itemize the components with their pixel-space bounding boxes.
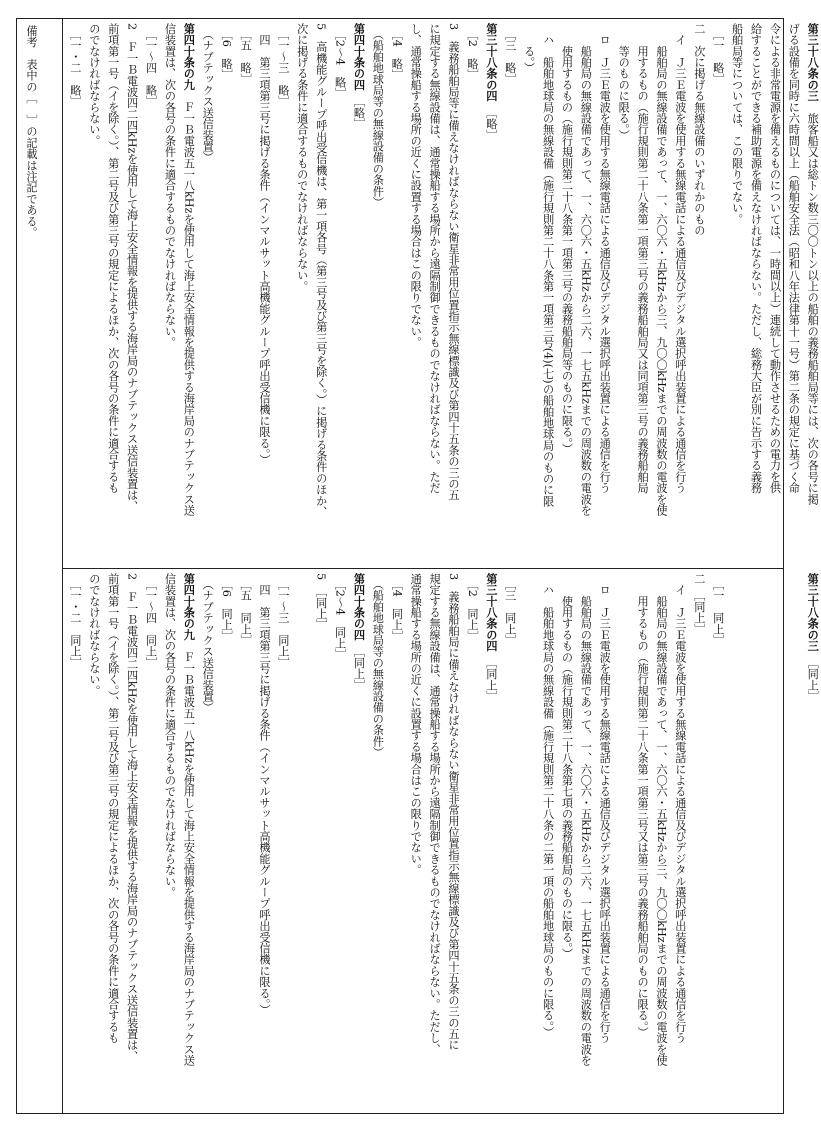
- text-line: に規定する無線設備は、通常操船する場所から遠隔制御できるものでなければならない。ただ: [428, 23, 442, 494]
- text-line: 第四十条の九 Ｆ一Ｂ電波五一八kHzを使用して海上安全情報を提供する海岸局のナブテックス送: [182, 23, 196, 516]
- text-line: 3 義務船舶局に備えなければならない衛星非常用位置指示無線標識及び第四十五条の三の五に: [447, 573, 461, 1051]
- article-number: 第四十条の九: [182, 573, 196, 641]
- current-text-panel: [63, 569, 820, 1113]
- text-line: イ Ｊ三Ｅ電波を使用する無線電話による通信及びデジタル選択呼出装置による通信を行う: [673, 23, 687, 494]
- text-line: [292, 573, 311, 1109]
- text-line: 使用するもの（施行規則第二十八条第七項の義務船舶局のものに限る。）: [560, 573, 574, 960]
- text-line: のでなければならない。: [87, 573, 101, 697]
- remark-column: [17, 19, 63, 1113]
- text-line: 5 ［同上］: [314, 573, 328, 631]
- text-line: 前項第一号（イを除く。）、第二号及び第三号の規定によるほか、次の各号の条件に適合するも: [106, 573, 120, 1044]
- text-line: ［一・二 略］: [68, 23, 82, 107]
- text-line: 船舶局の無線設備であって、一、六〇六・五kHzから二六、一七五kHzまでの周波数の電波を: [579, 573, 593, 1066]
- text-line: イ Ｊ三Ｅ電波を使用する無線電話による通信及びデジタル選択呼出装置による通信を行う: [673, 573, 687, 1044]
- text-line: ［五 同上］: [239, 573, 253, 646]
- text-line: 次に掲げる条件に適合するものでなければならない。: [295, 23, 309, 292]
- text-line: 第四十条の九 Ｆ一Ｂ電波五一八kHzを使用して海上安全情報を提供する海岸局のナブテックス送: [182, 573, 196, 1066]
- text-line: ［6 略］: [220, 23, 234, 81]
- text-line: 船舶局の無線設備であって、一、六〇六・五kHzから三、九〇〇kHzまでの周波数の電波を使: [655, 23, 668, 516]
- text-line: ［2～4 同上］: [333, 573, 347, 661]
- text-line: ［三 同上］: [503, 573, 517, 646]
- text-line: ［一～四 略］: [144, 23, 158, 107]
- text-line: げる設備を同時に六時間以上（船舶安全法（昭和八年法律第十一号）第二条の規定に基づく命: [787, 23, 801, 494]
- article-number: 第三十八条の四: [484, 23, 498, 102]
- text-line: ［4 同上］: [390, 573, 404, 642]
- text-line: ハ 船舶地球局の無線設備（施行規則第二十八条の二第一項の船舶地球局のものに限る。）: [541, 573, 555, 1038]
- text-line: 5 高機能グループ呼出受信機は、第一項各号（第三号及び第三号を除く。）に掲げる条件のほか、: [314, 23, 328, 518]
- revised-text-panel: [63, 19, 820, 569]
- remark-text: 備考 表中の［ ］の記載は注記である。: [25, 25, 38, 238]
- article-number: 第四十条の九: [182, 23, 196, 91]
- text-line: 使用するもの（施行規則第二十八条第一項第三号の義務船舶局等のものに限る。）: [560, 23, 574, 455]
- text-line: ［一～三 同上］: [276, 573, 290, 669]
- article-number: 第四十条の四: [352, 573, 366, 641]
- text-line: （ナブテックス送信装置）: [201, 573, 215, 713]
- text-line: し、通常操船する場所の近くに設置する場合はこの限りでない。: [409, 23, 423, 348]
- text-line: ［三 略］: [503, 23, 517, 85]
- text-line: 船舶局の無線設備であって、一、六〇六・五kHzから二六、一七五kHzまでの周波数の電波を: [579, 23, 593, 516]
- text-line: （船舶地球局等の無線設備の条件）: [371, 573, 385, 758]
- text-line: [746, 573, 765, 1109]
- article-number: 第三十八条の四: [484, 573, 498, 652]
- text-line: 二 ［同上］: [692, 573, 706, 635]
- text-line: ロ Ｊ三Ｅ電波を使用する無線電話による通信及びデジタル選択呼出装置による通信を行う: [598, 23, 612, 494]
- text-line: [519, 573, 538, 1109]
- text-line: ［2 略］: [465, 23, 479, 81]
- text-line: ［一～四 同上］: [144, 573, 158, 669]
- text-line: [613, 573, 632, 1109]
- text-line: ［2～4 略］: [333, 23, 347, 99]
- text-line: ［4 略］: [390, 23, 404, 81]
- text-line: 船舶局の無線設備であって、一、六〇六・五kHzから三、九〇〇kHzまでの周波数の電波を使: [655, 573, 668, 1066]
- text-line: 前項第一号（イを除く。）、第二号及び第三号の規定によるほか、次の各号の条件に適合するも: [106, 23, 120, 494]
- current-text-body: [65, 573, 821, 1109]
- text-line: ［2 同上］: [465, 573, 479, 642]
- text-line: ［一・二 同上］: [68, 573, 82, 669]
- text-line: ［一～三 略］: [276, 23, 290, 107]
- text-line: 第三十八条の三 旅客船又は総トン数三〇〇トン以上の船舶の義務船舶局等には、次の各号に掲: [806, 23, 820, 505]
- text-line: （ナブテックス送信装置）: [201, 23, 215, 163]
- comparison-table: [16, 18, 820, 1114]
- article-number: 第三十八条の三: [806, 573, 820, 652]
- text-line: [765, 573, 784, 1109]
- text-line: 第四十条の四 ［同上］: [352, 573, 366, 691]
- text-line: 第三十八条の三 ［同上］: [806, 573, 820, 702]
- text-line: 信装置は、次の各号の条件に適合するものでなければならない。: [163, 573, 177, 898]
- text-line: （船舶地球局等の無線設備の条件）: [371, 23, 385, 208]
- text-line: 等のものに限る。）: [617, 23, 631, 141]
- text-line: ロ Ｊ三Ｅ電波を使用する無線電話による通信及びデジタル選択呼出装置による通信を行う: [598, 573, 612, 1044]
- text-line: ［五 略］: [239, 23, 253, 85]
- text-line: 二 次に掲げる無線設備のいずれかのもの: [692, 23, 706, 236]
- text-line: 信装置は、次の各号の条件に適合するものでなければならない。: [163, 23, 177, 348]
- text-line: [783, 573, 802, 1109]
- text-line: 2 Ｆ一Ｂ電波四二四kHzを使用して海上安全情報を提供する海岸局のナブテックス送信装置は、: [125, 23, 139, 512]
- text-line: ハ 船舶地球局の無線設備（施行規則第二十八条第一項第三号(4)(七)の船舶地球局のものに限: [541, 23, 555, 507]
- text-line: 四 第三項第三号に掲げる条件（インマルサット高機能グループ呼出受信機に限る。）: [257, 573, 271, 1016]
- text-line: 用するもの（施行規則第二十八条第一項第三号の義務船舶局又は同項第三号の義務船舶局: [636, 23, 650, 494]
- text-line: 第三十八条の四 ［略］: [484, 23, 498, 141]
- revised-text-body: [65, 23, 821, 564]
- text-line: 規定する無線設備は、通常操船する場所から遠隔制御できるものでなければならない。ただし、: [428, 573, 442, 1055]
- text-line: [727, 573, 746, 1109]
- text-line: ［一 略］: [711, 23, 725, 85]
- text-line: 3 義務船舶局等に備えなければならない衛星非常用位置指示無線標識及び第四十五条の三の五: [447, 23, 461, 501]
- text-line: 四 第三項第三号に掲げる条件（インマルサット高機能グループ呼出受信機に限る。）: [257, 23, 271, 466]
- article-number: 第四十条の四: [352, 23, 366, 91]
- text-line: 船舶局等については、この限りでない。: [730, 23, 744, 225]
- text-line: ［6 同上］: [220, 573, 234, 642]
- text-line: 用するもの（施行規則第二十八条第一項第三号又は第三号の義務船舶局のものに限る。）: [636, 573, 650, 1038]
- text-line: 第四十条の四 ［略］: [352, 23, 366, 130]
- text-line: 通常操船する場所の近くに設置する場合はこの限りでない。: [409, 573, 423, 876]
- text-line: 第三十八条の四 ［同上］: [484, 573, 498, 702]
- article-number: 第三十八条の三: [806, 23, 820, 102]
- text-line: 令による非常電源を備えるものについては、一時間以上）連続して動作させるための電力を供: [768, 23, 782, 494]
- text-line: る。）: [522, 23, 536, 74]
- text-line: ［一 同上］: [711, 573, 725, 646]
- text-line: 2 Ｆ一Ｂ電波四二四kHzを使用して海上安全情報を提供する海岸局のナブテックス送信装置は、: [125, 573, 139, 1062]
- text-line: のでなければならない。: [87, 23, 101, 147]
- text-line: 給することができる補助電源を備えなければならない。ただし、総務大臣が別に告示する義務: [749, 23, 763, 494]
